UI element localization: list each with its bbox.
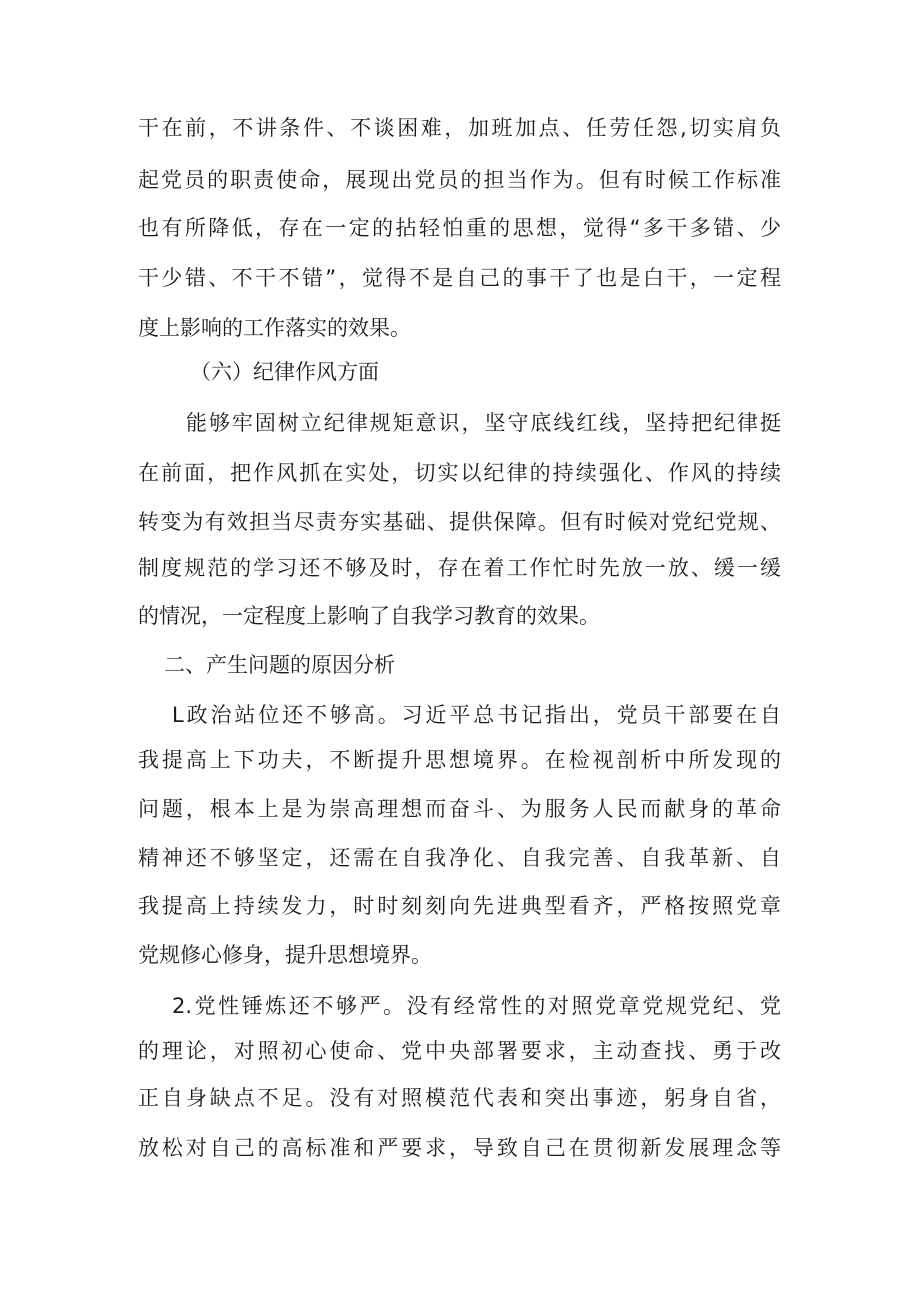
paragraph-3-line-6: 党规修心修身，提升思想境界。	[138, 943, 432, 967]
paragraph-4-line-1: 2.党性锤炼还不够严。没有经常性的对照党章党规党纪、党	[172, 994, 781, 1018]
paragraph-3-line-4: 精神还不够坚定，还需在自我净化、自我完善、自我革新、自	[138, 846, 781, 870]
paragraph-1-line-5: 度上影响的工作落实的效果。	[138, 316, 411, 340]
paragraph-4-line-3: 正自身缺点不足。没有对照模范代表和突出事迹，躬身自省，	[138, 1086, 781, 1110]
section-2-heading: 二、产生问题的原因分析	[164, 653, 395, 677]
paragraph-1-line-4: 干少错、不干不错”，觉得不是自己的事干了也是白干，一定程	[138, 266, 781, 290]
paragraph-4-line-4: 放松对自己的高标准和严要求，导致自己在贯彻新发展理念等	[138, 1136, 781, 1160]
paragraph-1-line-1: 干在前，不讲条件、不谈困难，加班加点、任劳任怨,切实肩负	[138, 116, 781, 140]
paragraph-1-line-3: 也有所降低，存在一定的拈轻怕重的思想，觉得“多干多错、少	[138, 216, 781, 240]
paragraph-3-line-3: 问题，根本上是为崇高理想而奋斗、为服务人民而献身的革命	[138, 797, 781, 821]
paragraph-2-line-4: 制度规范的学习还不够及时，存在着工作忙时先放一放、缓一缓	[138, 556, 781, 580]
paragraph-3-line-2: 我提高上下功夫，不断提升思想境界。在检视剖析中所发现的	[138, 748, 781, 772]
paragraph-3-line-5: 我提高上持续发力，时时刻刻向先进典型看齐，严格按照党章	[138, 894, 781, 918]
paragraph-2-line-2: 在前面，把作风抓在实处，切实以纪律的持续强化、作风的持续	[138, 461, 781, 485]
paragraph-2-line-1: 能够牢固树立纪律规矩意识，坚守底线红线，坚持把纪律挺	[186, 411, 781, 435]
paragraph-4-line-2: 的理论，对照初心使命、党中央部署要求，主动查找、勇于改	[138, 1039, 781, 1063]
paragraph-2-line-3: 转变为有效担当尽责夯实基础、提供保障。但有时候对党纪党规、	[138, 510, 781, 534]
paragraph-1-line-2: 起党员的职责使命，展现出党员的担当作为。但有时候工作标准	[138, 168, 781, 192]
paragraph-2-line-5: 的情况，一定程度上影响了自我学习教育的效果。	[138, 604, 600, 628]
section-heading-6: （六）纪律作风方面	[190, 360, 379, 384]
paragraph-3-line-1: L政治站位还不够高。习近平总书记指出，党员干部要在自	[172, 703, 781, 727]
